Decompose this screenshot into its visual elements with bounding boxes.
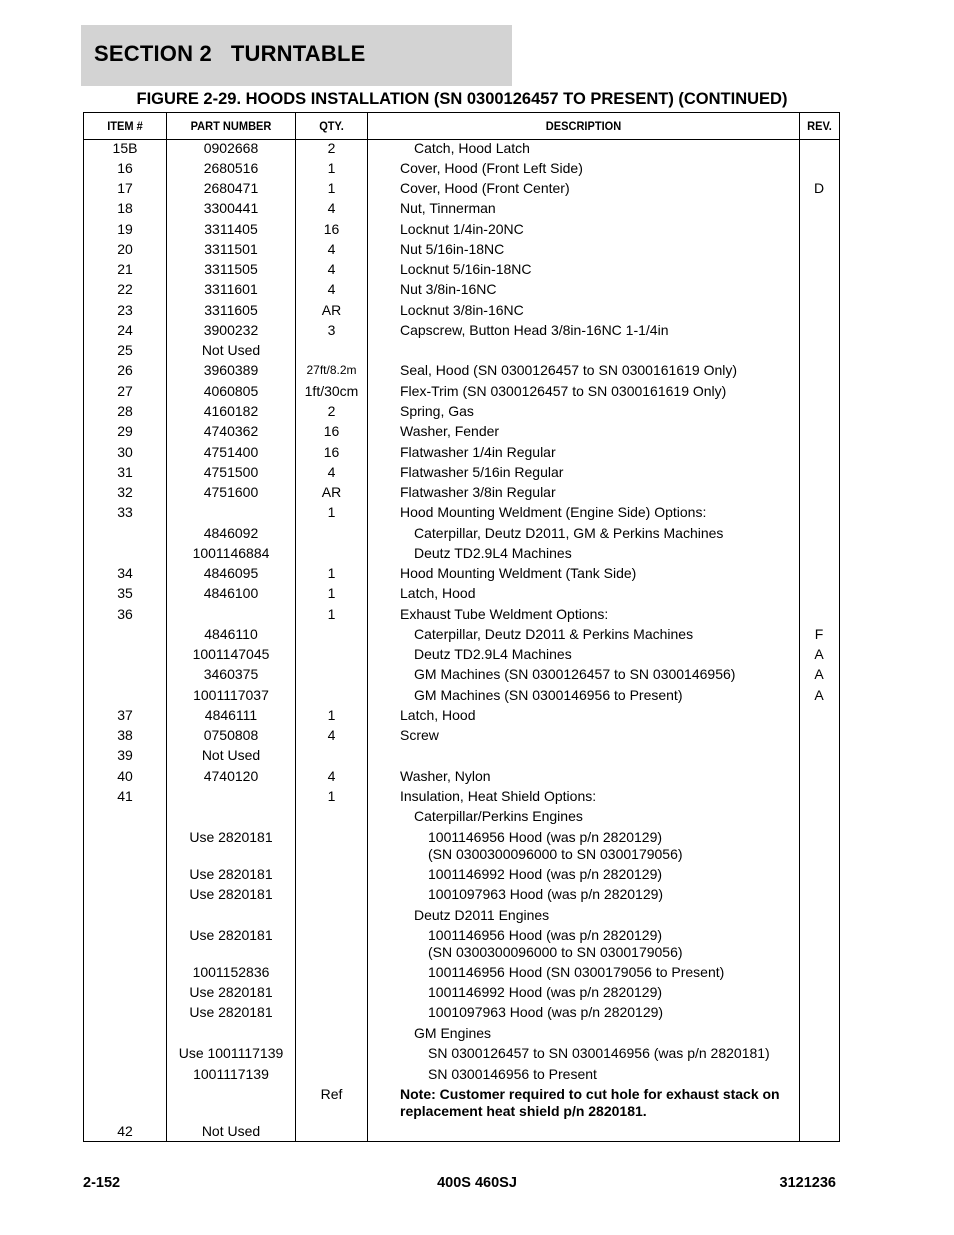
footer-doc-number: 3121236 <box>779 1175 836 1191</box>
quantity: 1 <box>327 606 336 622</box>
item-number: 15B <box>112 140 138 156</box>
item-number: 36 <box>117 606 133 622</box>
description: Nut 5/16in-18NC <box>400 241 505 257</box>
item-number: 19 <box>117 221 133 237</box>
item-number: 42 <box>117 1123 133 1139</box>
item-number: 40 <box>117 768 133 784</box>
part-number: 4846111 <box>204 707 258 723</box>
quantity: 1 <box>327 160 336 176</box>
part-number: 4751500 <box>203 464 259 480</box>
description: 1001146956 Hood (was p/n 2820129) <box>428 927 663 943</box>
part-number: 4740362 <box>203 423 259 439</box>
quantity: 1 <box>327 504 336 520</box>
description: Nut 3/8in-16NC <box>400 281 497 297</box>
description: Catch, Hood Latch <box>414 140 530 156</box>
quantity: 3 <box>327 322 336 338</box>
quantity: 27ft/8.2m <box>306 363 357 377</box>
quantity: 4 <box>327 241 336 257</box>
quantity: 4 <box>327 261 336 277</box>
description: Caterpillar, Deutz D2011, GM & Perkins Machines <box>414 525 724 541</box>
quantity: 4 <box>327 464 336 480</box>
item-number: 39 <box>117 747 133 763</box>
part-number: 1001117037 <box>193 687 269 703</box>
description: Locknut 3/8in-16NC <box>400 302 524 318</box>
part-number: 0902668 <box>203 140 259 156</box>
figure-title: FIGURE 2-29. HOODS INSTALLATION (SN 0300126457 TO PRESENT) (CONTINUED) <box>136 90 788 108</box>
part-number: Use 2820181 <box>189 886 273 902</box>
part-number: 4751400 <box>203 444 259 460</box>
revision: F <box>814 626 824 642</box>
description: Deutz TD2.9L4 Machines <box>414 545 572 561</box>
item-number: 41 <box>117 788 133 804</box>
quantity: 1 <box>327 180 336 196</box>
part-number: 4160182 <box>203 403 259 419</box>
part-number: 4846095 <box>203 565 259 581</box>
footer-page-number: 2-152 <box>83 1175 121 1191</box>
part-number: 3311605 <box>204 302 258 318</box>
item-number: 27 <box>117 383 133 399</box>
part-number: 3311501 <box>204 241 258 257</box>
description: Cover, Hood (Front Left Side) <box>400 160 583 176</box>
part-number: Use 2820181 <box>189 829 273 845</box>
part-number: 4060805 <box>203 383 259 399</box>
description: Locknut 1/4in-20NC <box>400 221 524 237</box>
description: Flatwasher 5/16in Regular <box>400 464 564 480</box>
revision: A <box>814 646 824 662</box>
description: Screw <box>400 727 439 743</box>
item-number: 30 <box>117 444 133 460</box>
section-title: SECTION 2 TURNTABLE <box>94 41 366 66</box>
quantity: AR <box>321 302 342 318</box>
part-number: 4751600 <box>203 484 259 500</box>
item-number: 22 <box>117 281 133 297</box>
item-number: 17 <box>117 180 133 196</box>
description: Capscrew, Button Head 3/8in-16NC 1-1/4in <box>400 322 669 338</box>
item-number: 23 <box>117 302 133 318</box>
description: Caterpillar/Perkins Engines <box>414 808 583 824</box>
description: Hood Mounting Weldment (Tank Side) <box>400 565 637 581</box>
part-number: 0750808 <box>203 727 259 743</box>
part-number: Use 2820181 <box>189 927 273 943</box>
description: Washer, Nylon <box>400 768 491 784</box>
description: 1001146956 Hood (SN 0300179056 to Present) <box>428 964 725 980</box>
description: SN 0300126457 to SN 0300146956 (was p/n 2820181) <box>428 1045 770 1061</box>
part-number: 3311405 <box>204 221 258 237</box>
item-number: 18 <box>117 200 133 216</box>
description-continued: (SN 0300300096000 to SN 0300179056) <box>428 944 683 960</box>
part-number: Not Used <box>201 342 261 358</box>
part-number: 1001146884 <box>192 545 270 561</box>
item-number: 32 <box>117 484 133 500</box>
part-number: 1001117139 <box>193 1066 269 1082</box>
quantity: 1 <box>327 565 336 581</box>
quantity: 16 <box>323 423 340 439</box>
description: Note: Customer required to cut hole for exhaust stack on <box>400 1086 780 1102</box>
part-number: Not Used <box>201 747 261 763</box>
section-tab <box>81 25 512 86</box>
quantity: 4 <box>327 727 336 743</box>
description: Deutz D2011 Engines <box>414 907 550 923</box>
part-number: 2680516 <box>203 160 259 176</box>
description: Caterpillar, Deutz D2011 & Perkins Machines <box>414 626 694 642</box>
description: Nut, Tinnerman <box>400 200 496 216</box>
item-number: 20 <box>117 241 133 257</box>
header-rev: REV. <box>807 119 832 133</box>
description: Insulation, Heat Shield Options: <box>400 788 597 804</box>
description-continued: replacement heat shield p/n 2820181. <box>400 1103 647 1119</box>
description: 1001097963 Hood (was p/n 2820129) <box>428 1004 664 1020</box>
part-number: 4846110 <box>204 626 258 642</box>
description: Flatwasher 1/4in Regular <box>400 444 556 460</box>
item-number: 37 <box>117 707 133 723</box>
quantity: 1ft/30cm <box>304 383 359 399</box>
description: 1001146992 Hood (was p/n 2820129) <box>428 866 663 882</box>
description: Exhaust Tube Weldment Options: <box>400 606 609 622</box>
quantity: Ref <box>320 1086 343 1102</box>
part-number: Use 2820181 <box>189 984 273 1000</box>
item-number: 38 <box>117 727 133 743</box>
description: Hood Mounting Weldment (Engine Side) Options: <box>400 504 707 520</box>
description: 1001097963 Hood (was p/n 2820129) <box>428 886 664 902</box>
part-number: Use 2820181 <box>189 1004 273 1020</box>
item-number: 31 <box>117 464 133 480</box>
part-number: 3311601 <box>204 281 258 297</box>
part-number: 3311505 <box>204 261 258 277</box>
part-number: 3900232 <box>203 322 259 338</box>
item-number: 25 <box>117 342 133 358</box>
quantity: 2 <box>327 140 336 156</box>
description: Deutz TD2.9L4 Machines <box>414 646 572 662</box>
quantity: 4 <box>327 281 336 297</box>
revision: D <box>813 180 825 196</box>
part-number: 1001152836 <box>192 964 270 980</box>
part-number: 3460375 <box>203 666 259 682</box>
revision: A <box>814 687 824 703</box>
description: Flatwasher 3/8in Regular <box>400 484 556 500</box>
item-number: 34 <box>117 565 133 581</box>
description-continued: (SN 0300300096000 to SN 0300179056) <box>428 846 683 862</box>
item-number: 33 <box>117 504 133 520</box>
part-number: Use 1001117139 <box>178 1045 284 1061</box>
description: Cover, Hood (Front Center) <box>400 180 570 196</box>
quantity: AR <box>321 484 342 500</box>
quantity: 16 <box>323 444 340 460</box>
description: SN 0300146956 to Present <box>428 1066 597 1082</box>
part-number: 3300441 <box>203 200 259 216</box>
part-number: 2680471 <box>203 180 259 196</box>
description: Seal, Hood (SN 0300126457 to SN 0300161619 Only) <box>400 362 738 378</box>
description: 1001146956 Hood (was p/n 2820129) <box>428 829 663 845</box>
quantity: 1 <box>327 788 336 804</box>
description: Locknut 5/16in-18NC <box>400 261 532 277</box>
header-part-number: PART NUMBER <box>190 119 272 133</box>
part-number: 1001147045 <box>192 646 270 662</box>
col-divider <box>367 113 368 1141</box>
parts-table <box>83 112 840 1142</box>
item-number: 21 <box>117 261 133 277</box>
part-number: Use 2820181 <box>189 866 273 882</box>
quantity: 4 <box>327 200 336 216</box>
part-number: 3960389 <box>203 362 259 378</box>
description: Spring, Gas <box>400 403 474 419</box>
header-description: DESCRIPTION <box>545 119 622 133</box>
footer-model: 400S 460SJ <box>437 1175 517 1191</box>
description: 1001146992 Hood (was p/n 2820129) <box>428 984 663 1000</box>
part-number: 4846092 <box>203 525 259 541</box>
description: GM Engines <box>414 1025 492 1041</box>
part-number: Not Used <box>201 1123 261 1139</box>
description: Latch, Hood <box>400 707 476 723</box>
revision: A <box>814 666 824 682</box>
item-number: 26 <box>117 362 133 378</box>
description: GM Machines (SN 0300126457 to SN 0300146956) <box>414 666 736 682</box>
item-number: 24 <box>117 322 133 338</box>
part-number: 4846100 <box>203 585 259 601</box>
item-number: 29 <box>117 423 133 439</box>
item-number: 28 <box>117 403 133 419</box>
item-number: 16 <box>117 160 133 176</box>
header-item: ITEM # <box>107 119 143 133</box>
quantity: 2 <box>327 403 336 419</box>
quantity: 4 <box>327 768 336 784</box>
item-number: 35 <box>117 585 133 601</box>
quantity: 1 <box>327 707 336 723</box>
part-number: 4740120 <box>203 768 259 784</box>
description: Latch, Hood <box>400 585 476 601</box>
quantity: 16 <box>323 221 340 237</box>
quantity: 1 <box>327 585 336 601</box>
description: GM Machines (SN 0300146956 to Present) <box>414 687 683 703</box>
description: Flex-Trim (SN 0300126457 to SN 0300161619 Only) <box>400 383 727 399</box>
header-qty: QTY. <box>319 119 344 133</box>
description: Washer, Fender <box>400 423 500 439</box>
